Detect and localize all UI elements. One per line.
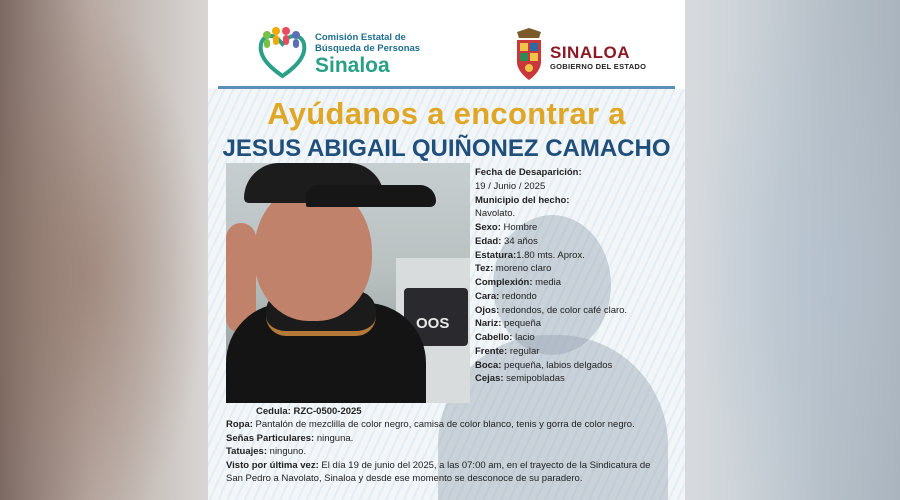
missing-person-photo bbox=[226, 163, 470, 403]
detail-visto-continued: San Pedro a Navolato, Sinaloa y desde ese momento se desconoce de su paradero. bbox=[226, 473, 583, 484]
additional-details bbox=[226, 418, 681, 486]
detail-tez: Tez: moreno claro bbox=[475, 263, 552, 275]
missing-person-name: JESUS ABIGAIL QUIÑONEZ CAMACHO bbox=[222, 135, 671, 162]
detail-ropa: Ropa: Pantalón de mezclilla de color negro, camisa de color blanco, tenis y gorra de color negro. bbox=[226, 419, 635, 430]
cedula-id: Cedula: RZC-0500-2025 bbox=[256, 406, 362, 417]
detail-fecha-label: Fecha de Desaparición: bbox=[475, 167, 582, 178]
photo-cap-brim bbox=[306, 185, 436, 207]
gov-title: SINALOA bbox=[550, 43, 630, 62]
detail-nariz: Nariz: pequeña bbox=[475, 318, 542, 330]
detail-sexo: Sexo: Hombre bbox=[475, 222, 538, 233]
person-details bbox=[475, 166, 675, 386]
detail-edad: Edad: 34 años bbox=[475, 235, 538, 247]
gov-subtitle: GOBIERNO DEL ESTADO bbox=[550, 62, 647, 71]
org-name-line2: Búsqueda de Personas bbox=[315, 43, 421, 54]
detail-ojos: Ojos: redondos, de color café claro. bbox=[475, 304, 628, 316]
poster-header bbox=[208, 8, 685, 88]
detail-boca: Boca: pequeña, labios delgados bbox=[475, 359, 613, 371]
detail-tatuajes: Tatuajes: ninguno. bbox=[226, 446, 307, 457]
detail-cejas: Cejas: semipobladas bbox=[475, 373, 565, 385]
heart-people-logo-icon bbox=[255, 26, 310, 81]
detail-cara: Cara: redondo bbox=[475, 290, 537, 302]
state-coat-of-arms-icon bbox=[513, 28, 545, 82]
detail-cabello: Cabello: lacio bbox=[475, 332, 535, 343]
detail-complexion: Complexión: media bbox=[475, 277, 562, 288]
org-name-line1: Comisión Estatal de bbox=[315, 32, 406, 43]
detail-senas: Señas Particulares: ninguna. bbox=[226, 432, 354, 444]
org-name-line3: Sinaloa bbox=[315, 54, 390, 77]
detail-frente: Frente: regular bbox=[475, 345, 540, 357]
detail-municipio-value: Navolato. bbox=[475, 208, 516, 220]
detail-estatura: Estatura:1.80 mts. Aprox. bbox=[475, 249, 585, 261]
detail-municipio-label: Municipio del hecho: bbox=[475, 194, 570, 206]
photo-motor-label: OOS bbox=[416, 315, 450, 332]
blurred-background-left bbox=[0, 0, 208, 500]
detail-visto: Visto por última vez: El día 19 de junio del 2025, a las 07:00 am, en el trayecto de la Sindicatura de bbox=[226, 459, 651, 471]
missing-person-poster bbox=[208, 0, 685, 500]
blurred-background-right bbox=[690, 0, 900, 500]
poster-headline: Ayúdanos a encontrar a bbox=[267, 96, 626, 131]
detail-fecha-value: 19 / Junio / 2025 bbox=[475, 180, 546, 192]
